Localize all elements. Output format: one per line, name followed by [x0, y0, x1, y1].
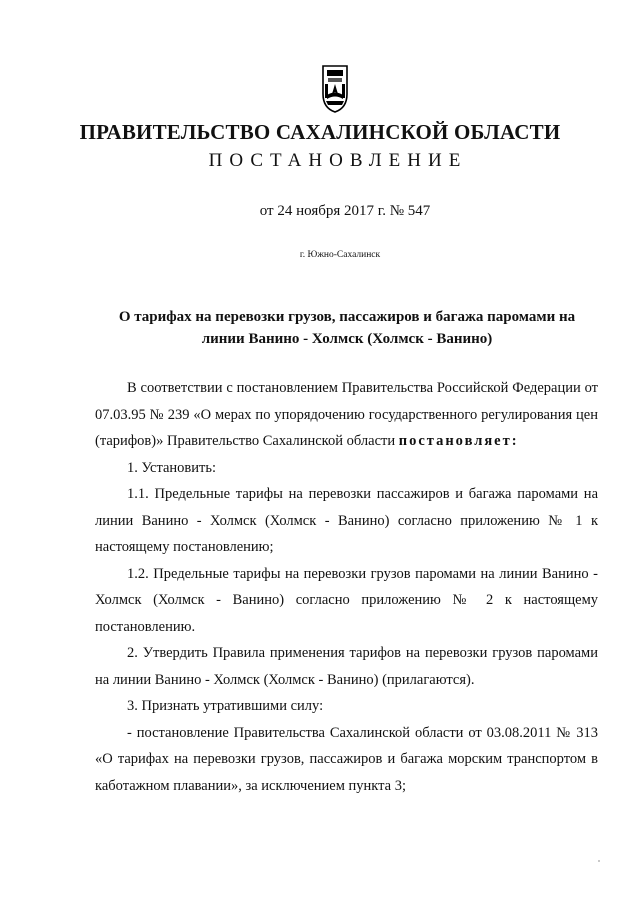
paragraph-item-2: 2. Утвердить Правила применения тарифов на перевозки грузов паромами на линии Ванино - Холмск (Холмск - Ванино) (прилагаются).: [95, 645, 598, 688]
document-date-number: от 24 ноября 2017 г. № 547: [259, 203, 431, 219]
resolves-emphasis: постановляет:: [398, 433, 519, 449]
paragraph-item-3: 3. Признать утратившими силу:: [127, 698, 324, 714]
document-city: г. Южно-Сахалинск: [299, 250, 381, 260]
paragraph-item-3-bullet: - постановление Правительства Сахалинской области от 03.08.2011 № 313 «О тарифах на перевозки грузов, пассажиров и багажа морским транспортом в каботажном плавании», за исключением пункта 3;: [95, 724, 598, 794]
paragraph-item-1: 1. Установить:: [127, 459, 217, 476]
scan-mark: [598, 860, 600, 862]
organization-title: ПРАВИТЕЛЬСТВО САХАЛИНСКОЙ ОБЛАСТИ: [79, 120, 561, 144]
document-subject: О тарифах на перевозки грузов, пассажиров и багажа паромами на линии Ванино - Холмск (Холмск - Ванино): [118, 309, 576, 347]
document-body: [95, 375, 598, 799]
paragraph-item-1-2: 1.2. Предельные тарифы на перевозки грузов паромами на линии Ванино - Холмск (Холмск - Ванино) согласно приложению № 2 к настоящему постановлению.: [95, 565, 598, 635]
document-type: ПОСТАНОВЛЕНИЕ: [208, 150, 468, 171]
paragraph-item-1-1: 1.1. Предельные тарифы на перевозки пассажиров и багажа паромами на линии Ванино - Холмск (Холмск - Ванино) согласно приложению № 1 к настоящему постановлению;: [95, 486, 598, 555]
sakhalin-coat-of-arms-icon: [320, 64, 350, 114]
paragraph-preamble: [95, 375, 598, 455]
preamble-text: В соответствии с постановлением Правительства Российской Федерации от 07.03.95 № 239 «О мерах по упорядочению государственного регулирования цен (тарифов)» Правительство Сахалинской области: [95, 380, 598, 449]
